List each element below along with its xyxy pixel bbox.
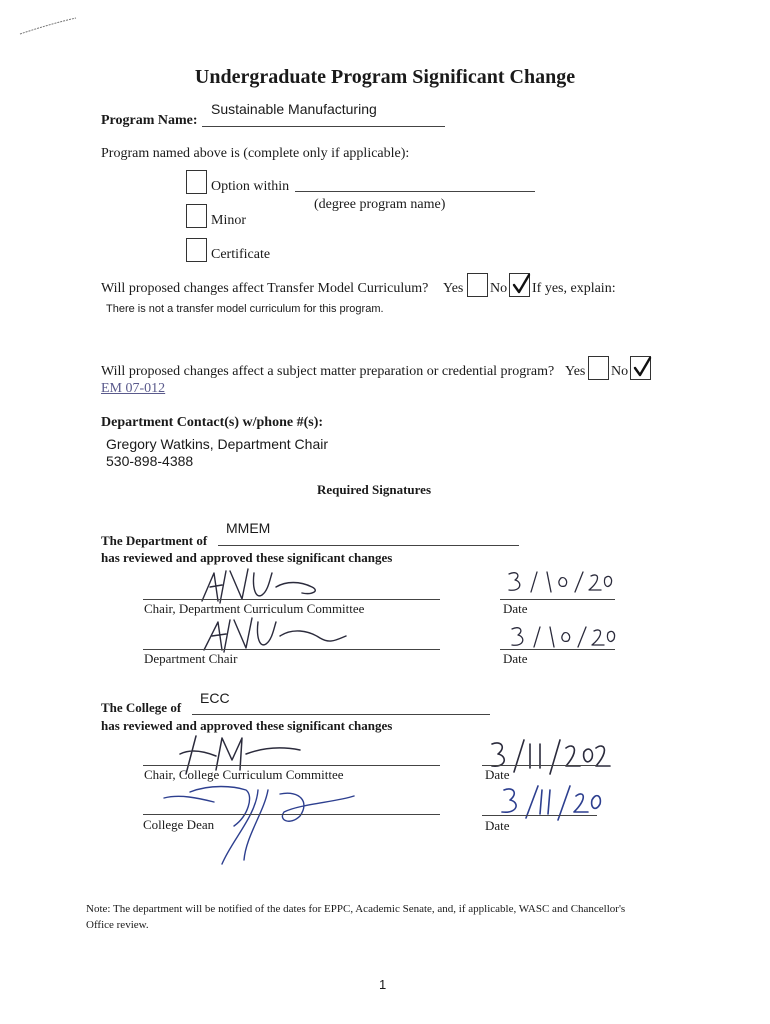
college-chair-committee-date-line (482, 765, 597, 766)
department-chair-date-line (500, 649, 615, 650)
note: Note: The department will be notified of the dates for EPPC, Academic Senate, and, if applicable, WASC and Chancellor's Office review. (86, 903, 626, 931)
college-dean-date-label: Date (485, 818, 510, 833)
certificate-checkbox[interactable] (186, 238, 207, 262)
chair-committee-line (143, 599, 440, 600)
college-chair-committee-label: Chair, College Curriculum Committee (144, 767, 344, 782)
certificate-label: Certificate (211, 247, 271, 262)
option-checkbox[interactable] (186, 170, 207, 194)
contact-label: Department Contact(s) w/phone #(s): (101, 415, 324, 430)
department-chair-label: Department Chair (144, 651, 238, 666)
minor-checkbox[interactable] (186, 204, 207, 228)
subject-matter-yes-checkbox[interactable] (588, 356, 609, 380)
transfer-explain-label: If yes, explain: (532, 281, 616, 296)
page-number: 1 (379, 977, 387, 992)
department-label: The Department of (101, 533, 208, 548)
college-value[interactable]: ECC (200, 690, 230, 706)
option-degree-line (295, 191, 535, 192)
college-dean-line (143, 814, 440, 815)
department-line (218, 545, 519, 546)
subject-matter-yes-label: Yes (565, 364, 586, 379)
department-chair-date-label: Date (503, 651, 528, 666)
scan-mark (18, 14, 78, 38)
chair-committee-date-label: Date (503, 601, 528, 616)
college-label: The College of (101, 700, 182, 715)
degree-program-caption: (degree program name) (314, 197, 446, 212)
college-dean-label: College Dean (143, 817, 215, 832)
transfer-explanation[interactable]: There is not a transfer model curriculum for this program. (106, 303, 384, 315)
program-name-value[interactable]: Sustainable Manufacturing (211, 101, 377, 117)
subject-matter-question: Will proposed changes affect a subject matter preparation or credential program? (101, 364, 555, 379)
option-label: Option within (211, 179, 290, 194)
department-value[interactable]: MMEM (226, 520, 271, 536)
college-dean-date-line (482, 815, 597, 816)
department-reviewed-text: has reviewed and approved these significant changes (101, 550, 393, 565)
chair-committee-date-handwritten (503, 568, 623, 598)
college-reviewed-text: has reviewed and approved these significant changes (101, 718, 393, 733)
program-name-line (202, 126, 445, 127)
transfer-yes-checkbox[interactable] (467, 273, 488, 297)
transfer-no-label: No (490, 281, 508, 296)
transfer-question: Will proposed changes affect Transfer Model Curriculum? (101, 281, 429, 296)
program-named-intro: Program named above is (complete only if applicable): (101, 146, 410, 161)
contact-phone[interactable]: 530-898-4388 (106, 453, 194, 469)
subject-matter-no-checkmark-icon (631, 356, 653, 380)
subject-matter-no-label: No (611, 364, 629, 379)
page-title: Undergraduate Program Significant Change (194, 66, 576, 88)
required-signatures-heading: Required Signatures (317, 482, 432, 497)
college-chair-committee-line (143, 765, 440, 766)
department-chair-line (143, 649, 440, 650)
transfer-yes-label: Yes (443, 281, 464, 296)
em-07-012-link[interactable]: EM 07-012 (101, 381, 166, 396)
college-chair-committee-date-label: Date (485, 767, 510, 782)
chair-committee-label: Chair, Department Curriculum Committee (144, 601, 365, 616)
minor-label: Minor (211, 213, 246, 228)
chair-committee-date-line (500, 599, 615, 600)
transfer-no-checkmark-icon (510, 273, 532, 297)
college-line (192, 714, 490, 715)
contact-name[interactable]: Gregory Watkins, Department Chair (106, 436, 328, 452)
program-name-label: Program Name: (101, 113, 198, 128)
